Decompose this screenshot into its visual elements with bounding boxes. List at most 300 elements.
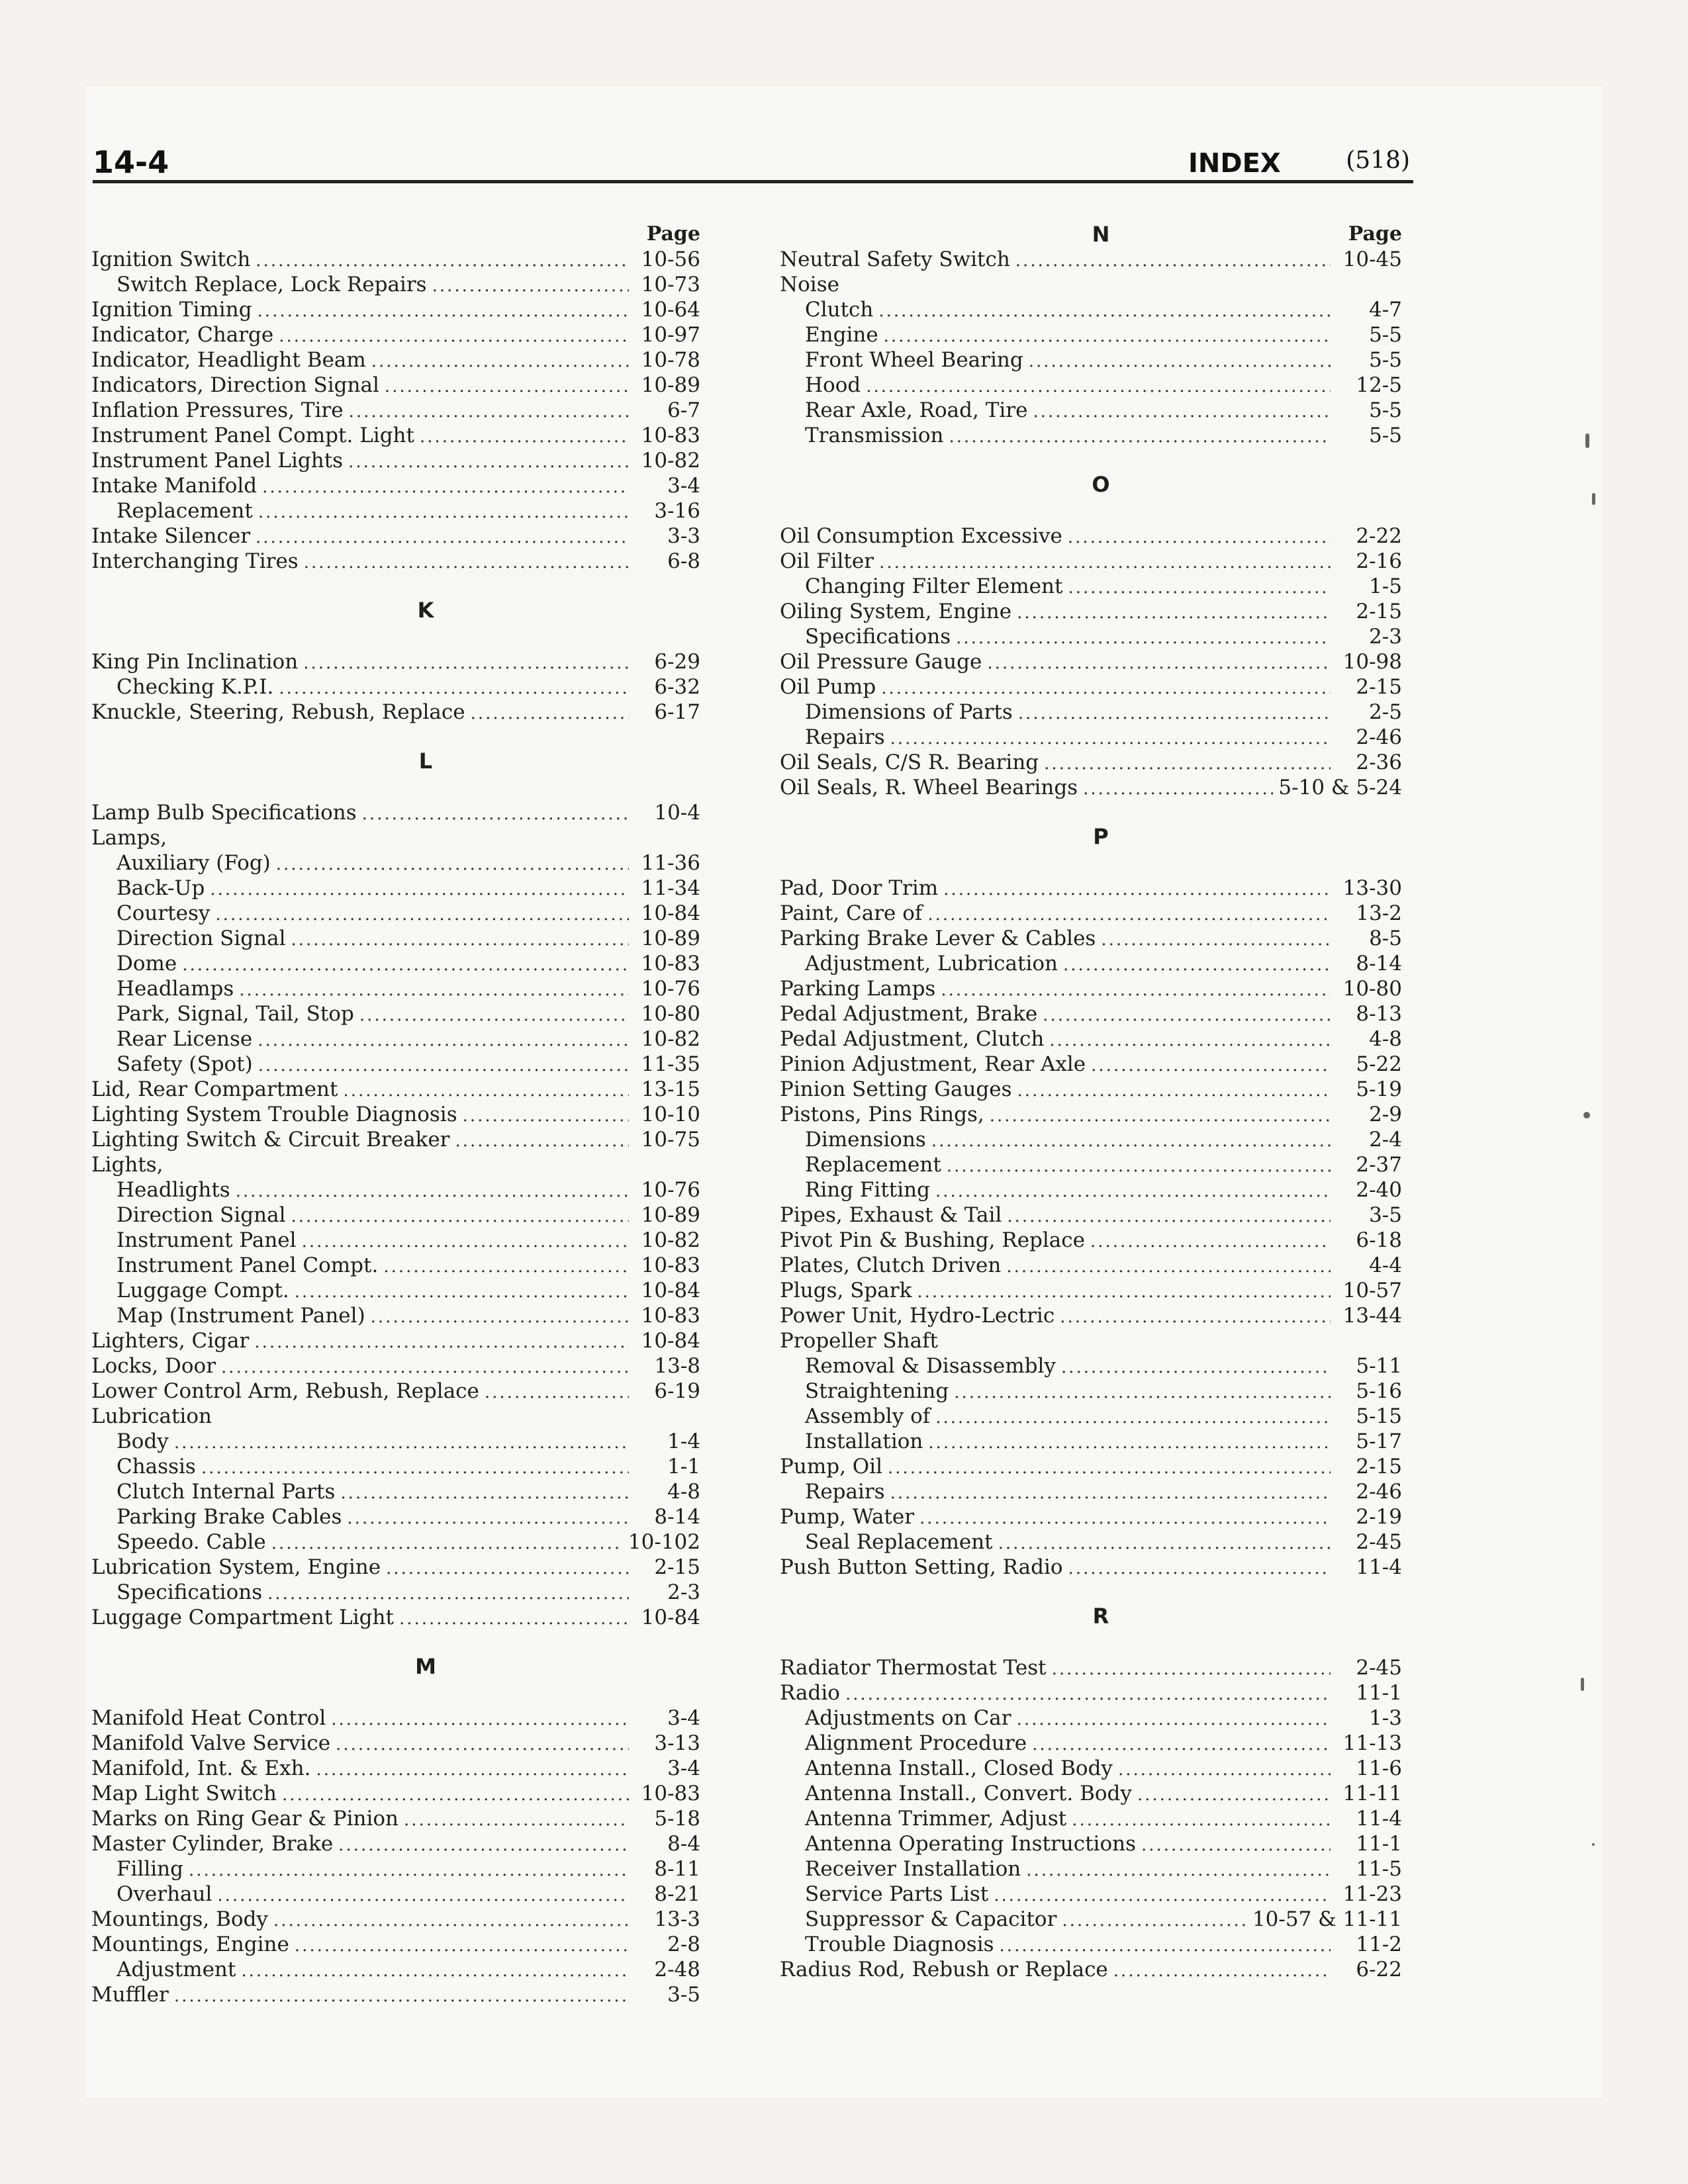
entry-page-ref: 3-4 — [667, 1756, 700, 1780]
index-entry — [780, 247, 1402, 272]
entry-label: Antenna Trimmer, Adjust — [805, 1807, 1067, 1831]
entry-label: Ring Fitting — [805, 1178, 930, 1202]
dot-leader — [343, 1078, 629, 1102]
entry-page-ref: 10-98 — [1342, 650, 1402, 674]
entry-label: Body — [117, 1430, 169, 1453]
index-entry — [91, 1026, 700, 1052]
dot-leader — [420, 424, 629, 448]
page-column-header: Page — [646, 222, 700, 246]
dot-leader — [282, 1782, 629, 1806]
index-entry — [780, 1203, 1402, 1228]
dot-leader — [385, 374, 629, 398]
dot-leader — [1062, 1908, 1247, 1932]
dot-leader — [1049, 1028, 1331, 1052]
entry-label: Dimensions — [805, 1128, 926, 1152]
index-entry — [780, 599, 1402, 624]
entry-page-ref: 5-16 — [1356, 1379, 1402, 1403]
entry-page-ref: 5-22 — [1356, 1052, 1402, 1076]
entry-label: Radius Rod, Rebush or Replace — [780, 1958, 1108, 1981]
section-letter-p: P — [1093, 824, 1109, 849]
entry-label: Service Parts List — [805, 1882, 989, 1906]
dot-leader — [349, 399, 629, 423]
index-entry — [780, 1932, 1402, 1957]
index-entry — [91, 926, 700, 951]
entry-page-ref: 11-34 — [641, 876, 700, 900]
dot-leader — [956, 625, 1331, 649]
entry-page-ref: 13-8 — [654, 1354, 700, 1378]
entry-page-ref: 13-15 — [641, 1077, 700, 1101]
dot-leader — [471, 701, 629, 725]
index-entry — [780, 1052, 1402, 1077]
entry-page-ref: 3-5 — [1369, 1203, 1402, 1227]
entry-label: Lighting System Trouble Diagnosis — [91, 1103, 457, 1126]
entry-label: Replacement — [805, 1153, 941, 1177]
entry-label: Push Button Setting, Radio — [780, 1555, 1063, 1579]
index-entry — [91, 1882, 700, 1907]
entry-page-ref: 8-21 — [654, 1882, 700, 1906]
dot-leader — [239, 978, 629, 1001]
index-entry — [91, 1957, 700, 1982]
entry-label: Oiling System, Engine — [780, 600, 1012, 623]
entry-page-ref: 3-3 — [667, 524, 700, 548]
entry-label: Repairs — [805, 725, 885, 749]
dot-leader — [279, 324, 629, 347]
index-entry — [91, 1806, 700, 1831]
dot-leader — [256, 525, 629, 549]
entry-page-ref: 2-36 — [1356, 751, 1402, 774]
entry-label: Specifications — [117, 1580, 263, 1604]
section-letter-o: O — [1092, 472, 1110, 497]
dot-leader — [258, 1028, 629, 1052]
entry-label: Instrument Panel Compt. Light — [91, 424, 414, 447]
index-entry — [780, 750, 1402, 775]
index-entry — [91, 247, 700, 272]
index-entry — [780, 1655, 1402, 1680]
entry-page-ref: 2-3 — [1369, 625, 1402, 649]
index-entry — [780, 1882, 1402, 1907]
entry-label: Propeller Shaft — [780, 1329, 938, 1353]
dot-leader — [1083, 776, 1273, 800]
dot-leader — [258, 1053, 629, 1077]
entry-page-ref: 10-84 — [641, 1279, 700, 1302]
dot-leader — [1007, 1204, 1331, 1228]
entry-label: Clutch — [805, 298, 874, 322]
entry-label: Map (Instrument Panel) — [117, 1304, 365, 1328]
entry-page-ref: 6-19 — [654, 1379, 700, 1403]
section-letter-r: R — [1092, 1604, 1109, 1629]
entry-label: Parking Brake Lever & Cables — [780, 927, 1096, 950]
dot-leader — [954, 1380, 1331, 1404]
entry-page-ref: 10-57 — [1342, 1279, 1402, 1302]
entry-label: Oil Filter — [780, 549, 874, 573]
index-entry — [91, 1731, 700, 1756]
entry-page-ref: 2-22 — [1356, 524, 1402, 548]
index-entry — [91, 1328, 700, 1353]
index-entry — [780, 347, 1402, 373]
entry-label: Lubrication System, Engine — [91, 1555, 381, 1579]
entry-page-ref: 10-97 — [641, 323, 700, 347]
entry-label: Oil Pump — [780, 675, 876, 699]
index-entry — [780, 1429, 1402, 1454]
entry-page-ref: 10-76 — [641, 1178, 700, 1202]
index-entry — [91, 1379, 700, 1404]
dot-leader — [432, 273, 629, 297]
entry-page-ref: 2-37 — [1356, 1153, 1402, 1177]
index-entry — [780, 700, 1402, 725]
entry-label: Indicator, Charge — [91, 323, 274, 347]
entry-page-ref: 10-83 — [641, 1304, 700, 1328]
index-entry — [780, 549, 1402, 574]
dot-leader — [1072, 1807, 1331, 1831]
index-entry — [780, 1529, 1402, 1555]
entry-label: Locks, Door — [91, 1354, 216, 1378]
entry-page-ref: 10-89 — [641, 1203, 700, 1227]
entry-page-ref: 2-16 — [1356, 549, 1402, 573]
entry-label: Repairs — [805, 1480, 885, 1504]
index-entry — [91, 1479, 700, 1504]
entry-page-ref: 10-82 — [641, 1228, 700, 1252]
index-entry — [780, 926, 1402, 951]
entry-label: Hood — [805, 373, 861, 397]
index-entry — [91, 1177, 700, 1203]
entry-page-ref: 10-89 — [641, 373, 700, 397]
index-entry — [91, 1504, 700, 1529]
index-entry — [780, 1102, 1402, 1127]
entry-label: Pedal Adjustment, Clutch — [780, 1027, 1045, 1051]
dot-leader — [949, 424, 1331, 448]
section-letter-k: K — [417, 598, 434, 623]
entry-label: Engine — [805, 323, 878, 347]
entry-label: Plugs, Spark — [780, 1279, 912, 1302]
entry-label: Manifold Valve Service — [91, 1731, 331, 1755]
index-entry — [91, 272, 700, 297]
entry-page-ref: 13-30 — [1342, 876, 1402, 900]
entry-label: Auxiliary (Fog) — [117, 851, 271, 875]
entry-page-ref: 11-5 — [1356, 1857, 1402, 1881]
dot-leader — [1068, 1556, 1331, 1580]
dot-leader — [215, 902, 629, 926]
entry-page-ref: 10-84 — [641, 1329, 700, 1353]
dot-leader — [919, 1506, 1331, 1529]
entry-page-ref: 2-40 — [1356, 1178, 1402, 1202]
dot-leader — [316, 1757, 629, 1781]
entry-page-ref: 2-15 — [1356, 675, 1402, 699]
entry-label: Parking Brake Cables — [117, 1505, 342, 1529]
dot-leader — [267, 1581, 629, 1605]
entry-page-ref: 13-2 — [1356, 901, 1402, 925]
index-entry — [91, 1907, 700, 1932]
index-entry — [780, 1177, 1402, 1203]
entry-label: Oil Seals, C/S R. Bearing — [780, 751, 1039, 774]
entry-label: Oil Consumption Excessive — [780, 524, 1062, 548]
index-entry — [780, 1907, 1402, 1932]
index-entry — [91, 1605, 700, 1630]
dot-leader — [258, 500, 629, 523]
entry-page-ref: 10-75 — [641, 1128, 700, 1152]
index-entry — [780, 1806, 1402, 1831]
entry-page-ref: 2-15 — [654, 1555, 700, 1579]
dot-leader — [399, 1606, 629, 1630]
index-entry — [780, 901, 1402, 926]
index-entry — [91, 1932, 700, 1957]
entry-label: Pivot Pin & Bushing, Replace — [780, 1228, 1085, 1252]
index-entry — [780, 523, 1402, 549]
entry-label: Filling — [117, 1857, 183, 1881]
dot-leader — [1141, 1833, 1331, 1856]
entry-page-ref: 1-1 — [667, 1455, 700, 1479]
dot-leader — [947, 1154, 1331, 1177]
index-entry — [780, 373, 1402, 398]
entry-page-ref: 3-4 — [667, 1706, 700, 1730]
entry-page-ref: 5-5 — [1369, 424, 1402, 447]
dot-leader — [295, 1279, 629, 1303]
entry-page-ref: 10-4 — [654, 801, 700, 825]
index-entry — [91, 700, 700, 725]
index-entry — [91, 297, 700, 322]
entry-label: Changing Filter Element — [805, 574, 1063, 598]
index-entry — [91, 825, 700, 850]
entry-page-ref: 8-4 — [667, 1832, 700, 1856]
dot-leader — [879, 550, 1331, 574]
entry-label: Suppressor & Capacitor — [805, 1907, 1057, 1931]
dot-leader — [201, 1455, 629, 1479]
dot-leader — [347, 1506, 629, 1529]
entry-page-ref: 11-13 — [1342, 1731, 1402, 1755]
entry-page-ref: 2-9 — [1369, 1103, 1402, 1126]
index-entry — [91, 1555, 700, 1580]
entry-label: Lubrication — [91, 1404, 212, 1428]
index-entry — [780, 1856, 1402, 1882]
entry-label: Removal & Disassembly — [805, 1354, 1056, 1378]
entry-page-ref: 5-11 — [1356, 1354, 1402, 1378]
entry-label: Pinion Adjustment, Rear Axle — [780, 1052, 1086, 1076]
entry-page-ref: 5-17 — [1356, 1430, 1402, 1453]
index-entry — [780, 976, 1402, 1001]
dot-leader — [217, 1883, 629, 1907]
entry-page-ref: 5-5 — [1369, 323, 1402, 347]
index-column-right — [780, 222, 1402, 1982]
section-letter-m: M — [415, 1654, 436, 1679]
entry-page-ref: 2-15 — [1356, 1455, 1402, 1479]
dot-leader — [1006, 1254, 1331, 1278]
index-entry — [780, 1781, 1402, 1806]
entry-page-ref: 10-82 — [641, 1027, 700, 1051]
entry-page-ref: 3-16 — [654, 499, 700, 523]
page-column-header: Page — [1348, 222, 1402, 246]
entry-page-ref: 10-84 — [641, 901, 700, 925]
index-entry — [780, 423, 1402, 448]
entry-label: Park, Signal, Tail, Stop — [117, 1002, 354, 1026]
entry-page-ref: 10-84 — [641, 1606, 700, 1629]
index-entry — [780, 1253, 1402, 1278]
index-entry — [780, 1303, 1402, 1328]
entry-page-ref: 11-1 — [1356, 1681, 1402, 1705]
entry-label: Pedal Adjustment, Brake — [780, 1002, 1038, 1026]
index-entry — [780, 1127, 1402, 1152]
dot-leader — [304, 550, 629, 574]
dot-leader — [1137, 1782, 1331, 1806]
entry-label: Parking Lamps — [780, 977, 936, 1001]
dot-leader — [931, 1128, 1331, 1152]
entry-label: Instrument Panel Lights — [91, 449, 344, 473]
index-entry — [780, 1228, 1402, 1253]
index-entry — [91, 347, 700, 373]
index-entry — [780, 1454, 1402, 1479]
dot-leader — [271, 1531, 623, 1555]
dot-leader — [279, 676, 629, 700]
index-entry — [91, 1127, 700, 1152]
entry-label: Specifications — [805, 625, 951, 649]
section-letter-l: L — [418, 749, 433, 774]
index-entry — [780, 1404, 1402, 1429]
entry-label: Pistons, Pins Rings, — [780, 1103, 984, 1126]
entry-page-ref: 6-29 — [654, 650, 700, 674]
dot-leader — [1017, 1078, 1331, 1102]
entry-label: Antenna Install., Convert. Body — [805, 1782, 1132, 1805]
index-entry — [91, 1529, 700, 1555]
entry-label: Adjustment, Lubrication — [805, 952, 1058, 976]
index-entry — [780, 1379, 1402, 1404]
section-letter-n: N — [1092, 222, 1110, 247]
dot-leader — [1044, 751, 1331, 775]
dot-leader — [236, 1179, 629, 1203]
entry-page-ref: 10-64 — [641, 298, 700, 322]
entry-page-ref: 11-11 — [1342, 1782, 1402, 1805]
index-entry — [780, 1831, 1402, 1856]
entry-page-ref: 8-5 — [1369, 927, 1402, 950]
index-entry — [91, 523, 700, 549]
entry-page-ref: 8-11 — [654, 1857, 700, 1881]
entry-page-ref: 2-3 — [667, 1580, 700, 1604]
dot-leader — [1060, 1304, 1331, 1328]
entry-page-ref: 10-82 — [641, 449, 700, 473]
entry-page-ref: 11-1 — [1356, 1832, 1402, 1856]
entry-label: Oil Pressure Gauge — [780, 650, 982, 674]
dot-leader — [1018, 701, 1331, 725]
entry-label: Rear License — [117, 1027, 253, 1051]
entry-page-ref: 11-4 — [1356, 1807, 1402, 1831]
index-entry — [91, 951, 700, 976]
index-entry — [91, 901, 700, 926]
entry-page-ref: 5-10 & 5-24 — [1278, 776, 1402, 799]
dot-leader — [845, 1682, 1331, 1706]
dot-leader — [888, 1455, 1331, 1479]
dot-leader — [927, 902, 1331, 926]
entry-label: Direction Signal — [117, 1203, 286, 1227]
entry-label: Lighters, Cigar — [91, 1329, 250, 1353]
dot-leader — [890, 726, 1331, 750]
page-number: 14-4 — [93, 144, 169, 180]
entry-label: Rear Axle, Road, Tire — [805, 398, 1028, 422]
entry-label: Installation — [805, 1430, 923, 1453]
entry-label: Indicator, Headlight Beam — [91, 348, 366, 372]
entry-label: Luggage Compt. — [117, 1279, 289, 1302]
index-entry — [780, 725, 1402, 750]
entry-page-ref: 3-4 — [667, 474, 700, 498]
index-entry — [91, 322, 700, 347]
entry-page-ref: 11-23 — [1342, 1882, 1402, 1906]
entry-label: Knuckle, Steering, Rebush, Replace — [91, 700, 465, 724]
entry-page-ref: 10-78 — [641, 348, 700, 372]
dot-leader — [221, 1355, 629, 1379]
index-entry — [780, 1152, 1402, 1177]
entry-page-ref: 2-15 — [1356, 600, 1402, 623]
entry-page-ref: 6-32 — [654, 675, 700, 699]
dot-leader — [295, 1933, 629, 1957]
dot-leader — [994, 1883, 1331, 1907]
dot-leader — [1032, 1732, 1331, 1756]
index-entry — [780, 1353, 1402, 1379]
dot-leader — [291, 927, 629, 951]
dot-leader — [884, 324, 1331, 347]
index-entry — [780, 574, 1402, 599]
entry-label: Switch Replace, Lock Repairs — [117, 273, 427, 296]
entry-page-ref: 4-4 — [1369, 1253, 1402, 1277]
folio-number: (518) — [1346, 147, 1410, 174]
index-entry — [91, 1228, 700, 1253]
entry-label: Instrument Panel — [117, 1228, 297, 1252]
entry-page-ref: 10-83 — [641, 1253, 700, 1277]
entry-label: Lighting Switch & Circuit Breaker — [91, 1128, 450, 1152]
entry-label: Inflation Pressures, Tire — [91, 398, 344, 422]
dot-leader — [1026, 1858, 1331, 1882]
index-entry — [780, 1026, 1402, 1052]
entry-page-ref: 10-102 — [628, 1530, 700, 1554]
entry-label: Pump, Oil — [780, 1455, 883, 1479]
entry-label: Trouble Diagnosis — [805, 1933, 994, 1956]
entry-label: Plates, Clutch Driven — [780, 1253, 1002, 1277]
entry-page-ref: 3-5 — [667, 1983, 700, 2007]
index-entry — [91, 1756, 700, 1781]
entry-label: Assembly of — [805, 1404, 931, 1428]
entry-label: Map Light Switch — [91, 1782, 277, 1805]
entry-label: Radio — [780, 1681, 840, 1705]
index-entry — [91, 674, 700, 700]
index-entry — [91, 1152, 700, 1177]
entry-page-ref: 2-4 — [1369, 1128, 1402, 1152]
entry-page-ref: 1-5 — [1369, 574, 1402, 598]
index-entry — [780, 876, 1402, 901]
dot-leader — [276, 852, 629, 876]
entry-label: Oil Seals, R. Wheel Bearings — [780, 776, 1078, 799]
entry-label: Paint, Care of — [780, 901, 923, 925]
dot-leader — [362, 801, 629, 825]
dot-leader — [1068, 575, 1331, 599]
dot-leader — [340, 1480, 629, 1504]
entry-page-ref: 8-14 — [1356, 952, 1402, 976]
index-entry — [91, 1001, 700, 1026]
entry-page-ref: 5-5 — [1369, 398, 1402, 422]
entry-page-ref: 2-45 — [1356, 1656, 1402, 1680]
entry-page-ref: 2-48 — [654, 1958, 700, 1981]
index-entry — [91, 1253, 700, 1278]
entry-label: Marks on Ring Gear & Pinion — [91, 1807, 399, 1831]
dot-leader — [1000, 1933, 1331, 1957]
dot-leader — [881, 676, 1331, 700]
entry-page-ref: 10-83 — [641, 1782, 700, 1805]
index-entry — [780, 649, 1402, 674]
index-entry — [91, 1856, 700, 1882]
index-entry — [91, 876, 700, 901]
entry-page-ref: 5-5 — [1369, 348, 1402, 372]
entry-page-ref: 4-8 — [1369, 1027, 1402, 1051]
entry-label: Dome — [117, 952, 177, 976]
dot-leader — [1101, 927, 1331, 951]
entry-label: Transmission — [805, 424, 944, 447]
dot-leader — [941, 978, 1331, 1001]
index-entry — [780, 1278, 1402, 1303]
index-entry — [780, 297, 1402, 322]
